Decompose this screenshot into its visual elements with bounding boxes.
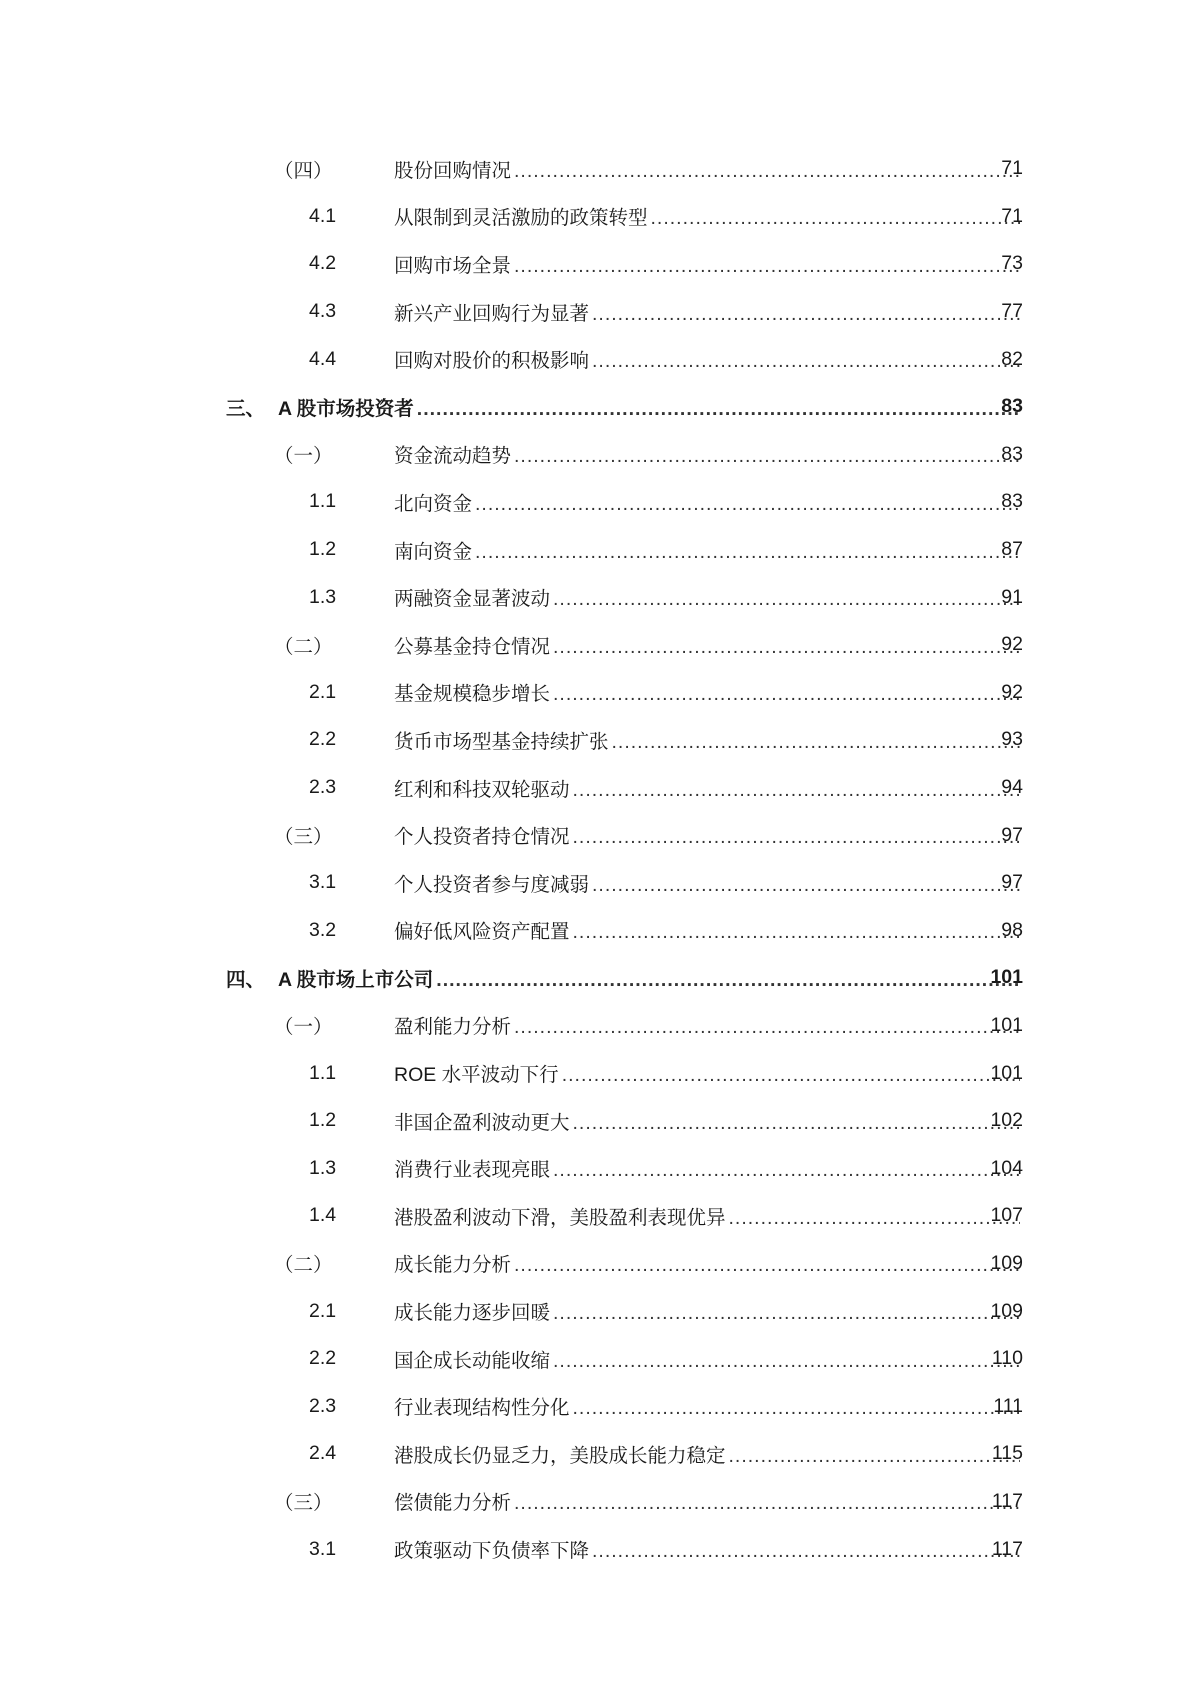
- toc-entry-page: 97: [1001, 871, 1023, 894]
- toc-entry[interactable]: [0, 716, 1200, 764]
- toc-entry-page: 117: [991, 1537, 1023, 1560]
- toc-entry-number: （四）: [274, 159, 333, 182]
- toc-entry-number: 1.3: [309, 1156, 337, 1179]
- dot-leader: [553, 1159, 1020, 1182]
- toc-entry-title: 行业表现结构性分化: [394, 1397, 570, 1420]
- toc-entry-title: 港股盈利波动下滑，美股盈利表现优异: [394, 1206, 726, 1229]
- toc-entry[interactable]: [0, 1430, 1200, 1478]
- toc-entry-title: 盈利能力分析: [394, 1016, 512, 1039]
- toc-entry-page: 110: [991, 1347, 1023, 1370]
- toc-entry[interactable]: [0, 764, 1200, 812]
- toc-entry-number: 1.2: [309, 1109, 337, 1132]
- toc-entry-title: 两融资金显著波动: [394, 588, 551, 611]
- toc-entry-number: （一）: [274, 445, 333, 468]
- toc-entry-title: 货币市场型基金持续扩张: [394, 730, 609, 753]
- toc-entry-title: 个人投资者持仓情况: [394, 826, 570, 849]
- dot-leader: [573, 921, 1020, 944]
- toc-entry-page: 92: [1001, 633, 1023, 656]
- toc-entry-page: 101: [990, 1061, 1023, 1084]
- toc-entry[interactable]: [0, 478, 1200, 526]
- toc-entry-title: 新兴产业回购行为显著: [394, 302, 590, 325]
- toc-entry[interactable]: [0, 859, 1200, 907]
- toc-entry-page: 82: [1001, 347, 1023, 370]
- toc-entry-page: 101: [990, 966, 1023, 989]
- toc-entry[interactable]: [0, 1478, 1200, 1526]
- toc-entry-number: 四、: [226, 968, 266, 991]
- toc-entry-page: 83: [1001, 490, 1023, 513]
- dot-leader: [729, 1445, 1020, 1468]
- toc-entry[interactable]: [0, 1002, 1200, 1050]
- dot-leader: [514, 255, 1020, 278]
- toc-entry-number: 2.2: [309, 1347, 337, 1370]
- dot-leader: [514, 1492, 1020, 1515]
- dot-leader: [436, 969, 1020, 992]
- toc-entry[interactable]: [0, 1240, 1200, 1288]
- dot-leader: [514, 160, 1020, 183]
- toc-entry-page: 111: [993, 1394, 1023, 1417]
- toc-entry[interactable]: [0, 811, 1200, 859]
- toc-entry[interactable]: [0, 1287, 1200, 1335]
- toc-entry-page: 98: [1001, 918, 1023, 941]
- toc-entry[interactable]: [0, 669, 1200, 717]
- toc-entry-number: 三、: [226, 397, 266, 420]
- toc-entry-title: 偏好低风险资产配置: [394, 921, 570, 944]
- toc-entry-title: 非国企盈利波动更大: [394, 1111, 570, 1134]
- toc-entry-number: 1.3: [309, 585, 337, 608]
- dot-leader: [514, 1254, 1020, 1277]
- toc-entry-page: 97: [1001, 823, 1023, 846]
- toc-entry-title: 成长能力分析: [394, 1254, 512, 1277]
- toc-entry-title: 国企成长动能收缩: [394, 1349, 551, 1372]
- dot-leader: [573, 826, 1020, 849]
- toc-entry-title: ROE 水平波动下行: [394, 1064, 559, 1087]
- toc-entry-number: （三）: [274, 826, 333, 849]
- toc-entry-number: 3.2: [309, 918, 337, 941]
- toc-entry[interactable]: [0, 954, 1200, 1002]
- toc-entry-number: 2.1: [309, 680, 337, 703]
- toc-entry[interactable]: [0, 1049, 1200, 1097]
- dot-leader: [475, 541, 1020, 564]
- toc-entry-title: 回购对股价的积极影响: [394, 350, 590, 373]
- toc-entry-title: 回购市场全景: [394, 254, 512, 277]
- toc-entry-number: 4.3: [309, 300, 337, 323]
- toc-entry-page: 83: [1001, 395, 1023, 418]
- toc-entry-page: 71: [1001, 204, 1023, 227]
- toc-entry-title: A 股市场投资者: [278, 397, 414, 420]
- toc-entry-title: 北向资金: [394, 492, 473, 515]
- toc-entry-number: （二）: [274, 635, 333, 658]
- toc-entry[interactable]: [0, 193, 1200, 241]
- toc-entry-number: 4.4: [309, 347, 337, 370]
- toc-entry-title: 偿债能力分析: [394, 1492, 512, 1515]
- toc-entry-page: 71: [1001, 157, 1023, 180]
- toc-entry-title: 资金流动趋势: [394, 445, 512, 468]
- dot-leader: [553, 1302, 1020, 1325]
- toc-entry[interactable]: [0, 573, 1200, 621]
- dot-leader: [514, 445, 1020, 468]
- toc-entry-number: 1.1: [309, 490, 337, 513]
- toc-entry-number: 4.2: [309, 252, 337, 275]
- toc-entry[interactable]: [0, 1144, 1200, 1192]
- toc-entry-title: 成长能力逐步回暖: [394, 1302, 551, 1325]
- toc-entry-page: 107: [990, 1204, 1023, 1227]
- dot-leader: [573, 1397, 1020, 1420]
- toc-entry-title: 股份回购情况: [394, 159, 512, 182]
- toc-entry-number: 2.4: [309, 1442, 337, 1465]
- toc-entry[interactable]: [0, 1097, 1200, 1145]
- toc-entry[interactable]: [0, 907, 1200, 955]
- toc-entry-page: 73: [1001, 252, 1023, 275]
- toc-entry-title: 公募基金持仓情况: [394, 635, 551, 658]
- toc-entry-page: 77: [1001, 300, 1023, 323]
- toc-entry-number: 4.1: [309, 204, 337, 227]
- toc-entry-number: 2.1: [309, 1299, 337, 1322]
- toc-entry-title: 红利和科技双轮驱动: [394, 778, 570, 801]
- dot-leader: [417, 398, 1020, 421]
- toc-entry-page: 117: [991, 1489, 1023, 1512]
- dot-leader: [553, 588, 1020, 611]
- dot-leader: [573, 1112, 1020, 1135]
- dot-leader: [592, 874, 1020, 897]
- toc-entry-number: 2.3: [309, 1394, 337, 1417]
- toc-entry[interactable]: [0, 288, 1200, 336]
- toc-entry-title: 个人投资者参与度减弱: [394, 873, 590, 896]
- table-of-contents: [0, 145, 1200, 1573]
- dot-leader: [573, 779, 1020, 802]
- toc-entry[interactable]: [0, 335, 1200, 383]
- toc-entry[interactable]: [0, 1335, 1200, 1383]
- toc-entry-page: 94: [1001, 776, 1023, 799]
- toc-entry-page: 102: [990, 1109, 1023, 1132]
- toc-entry-title: 从限制到灵活激励的政策转型: [394, 207, 648, 230]
- toc-entry[interactable]: [0, 240, 1200, 288]
- toc-entry-page: 91: [1001, 585, 1023, 608]
- toc-entry-number: 3.1: [309, 1537, 337, 1560]
- toc-entry-page: 109: [990, 1251, 1023, 1274]
- dot-leader: [553, 636, 1020, 659]
- toc-entry-number: 1.2: [309, 538, 337, 561]
- toc-entry-page: 101: [990, 1013, 1023, 1036]
- toc-entry[interactable]: [0, 145, 1200, 193]
- dot-leader: [592, 1540, 1020, 1563]
- toc-entry-number: （一）: [274, 1016, 333, 1039]
- toc-entry-page: 104: [990, 1156, 1023, 1179]
- toc-entry[interactable]: [0, 526, 1200, 574]
- toc-entry-title: A 股市场上市公司: [278, 968, 434, 991]
- toc-entry-title: 南向资金: [394, 540, 473, 563]
- toc-entry[interactable]: [0, 1382, 1200, 1430]
- toc-entry[interactable]: [0, 621, 1200, 669]
- toc-entry-page: 115: [991, 1442, 1023, 1465]
- toc-entry[interactable]: [0, 1525, 1200, 1573]
- toc-entry-number: （三）: [274, 1492, 333, 1515]
- toc-entry[interactable]: [0, 383, 1200, 431]
- dot-leader: [592, 303, 1020, 326]
- dot-leader: [475, 493, 1020, 516]
- toc-entry-number: 2.2: [309, 728, 337, 751]
- dot-leader: [612, 731, 1020, 754]
- toc-entry-number: （二）: [274, 1254, 333, 1277]
- toc-entry-page: 93: [1001, 728, 1023, 751]
- dot-leader: [553, 683, 1020, 706]
- dot-leader: [651, 207, 1020, 230]
- toc-entry-page: 92: [1001, 680, 1023, 703]
- toc-entry[interactable]: [0, 431, 1200, 479]
- toc-entry-number: 3.1: [309, 871, 337, 894]
- toc-entry-title: 消费行业表现亮眼: [394, 1159, 551, 1182]
- dot-leader: [562, 1064, 1020, 1087]
- dot-leader: [729, 1207, 1020, 1230]
- toc-entry-page: 87: [1001, 538, 1023, 561]
- dot-leader: [514, 1016, 1020, 1039]
- toc-entry-title: 政策驱动下负债率下降: [394, 1540, 590, 1563]
- toc-entry-title: 港股成长仍显乏力，美股成长能力稳定: [394, 1444, 726, 1467]
- toc-entry-number: 1.4: [309, 1204, 337, 1227]
- toc-entry-page: 109: [990, 1299, 1023, 1322]
- toc-entry-number: 1.1: [309, 1061, 337, 1084]
- toc-entry[interactable]: [0, 1192, 1200, 1240]
- dot-leader: [592, 350, 1020, 373]
- toc-entry-title: 基金规模稳步增长: [394, 683, 551, 706]
- dot-leader: [553, 1350, 1020, 1373]
- toc-entry-number: 2.3: [309, 776, 337, 799]
- toc-entry-page: 83: [1001, 442, 1023, 465]
